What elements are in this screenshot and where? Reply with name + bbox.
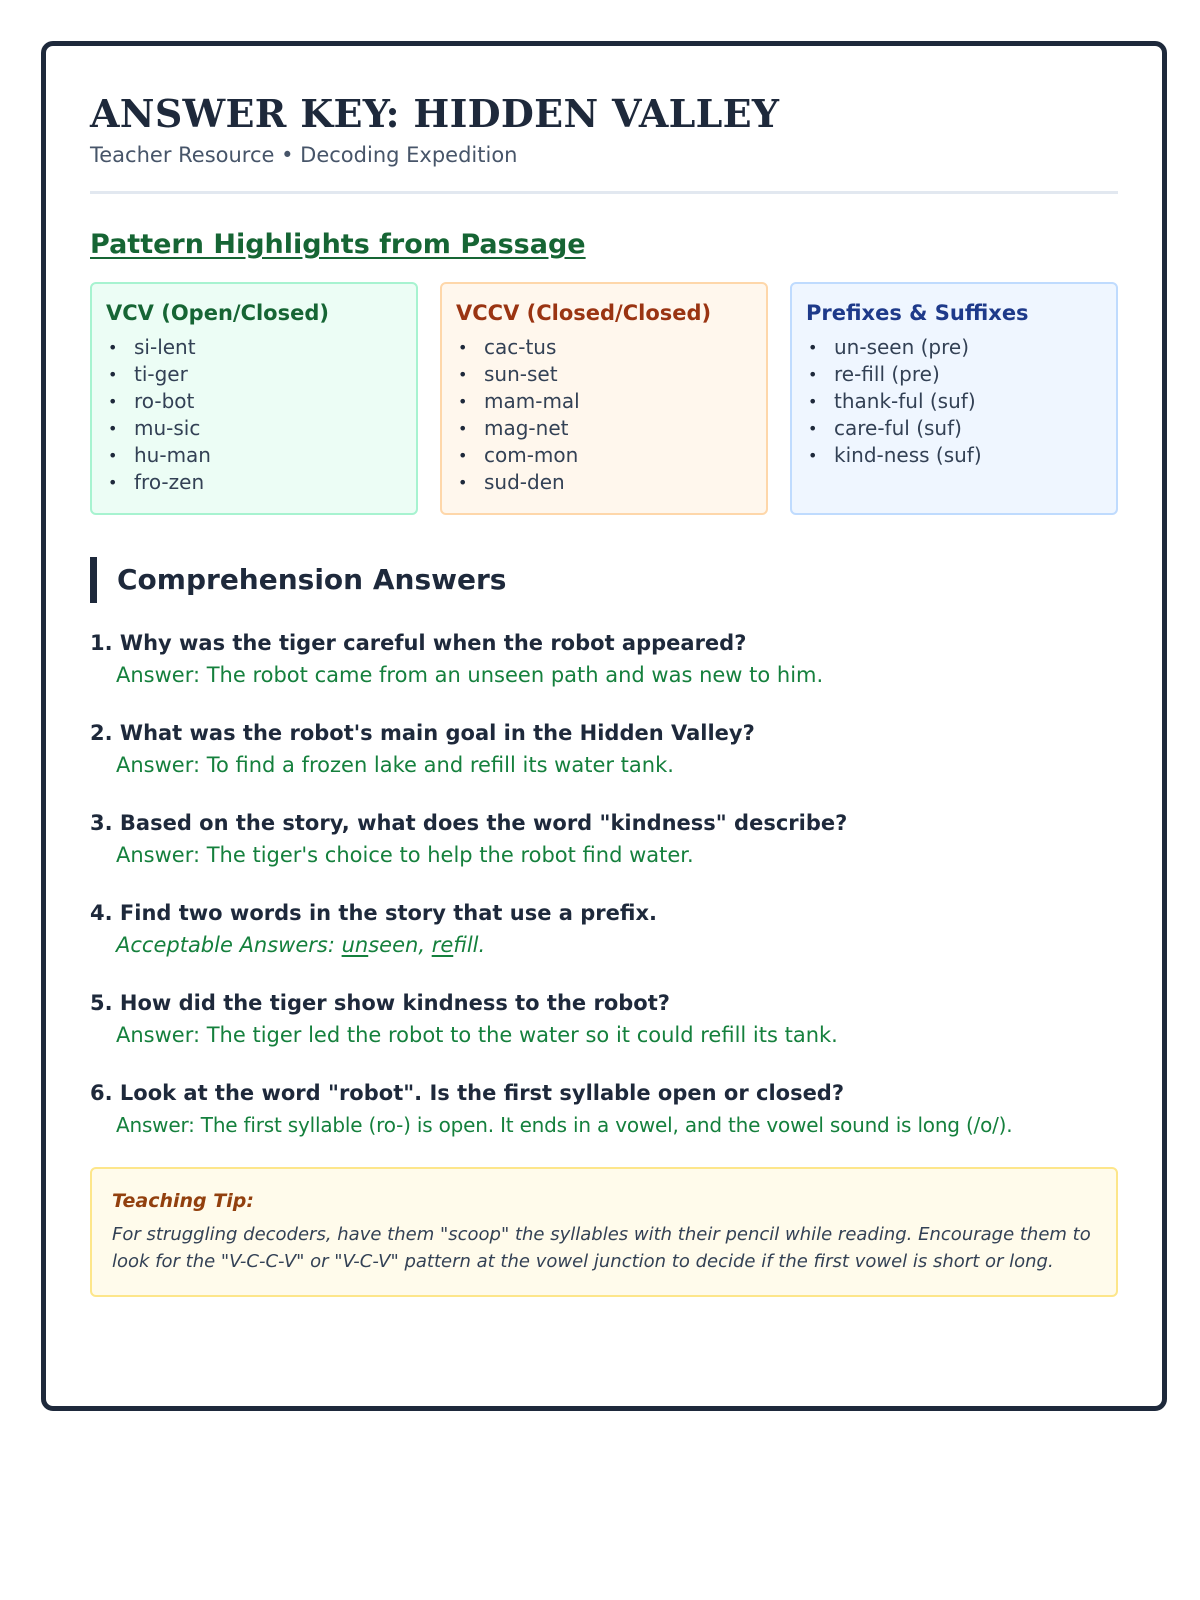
list-item — [106, 361, 402, 388]
list-item — [806, 334, 1102, 361]
list-item-text: si-lent — [134, 335, 196, 359]
bullet-icon: • — [458, 392, 468, 411]
question-item — [90, 807, 1118, 871]
question-item — [90, 627, 1118, 691]
list-item-text: ti-ger — [134, 362, 188, 386]
question-item — [90, 987, 1118, 1051]
bullet-icon: • — [458, 473, 468, 492]
bullet-icon: • — [458, 365, 468, 384]
pattern-cards — [90, 282, 1118, 515]
bullet-icon: • — [808, 419, 818, 438]
answer-text: Answer: The robot came from an unseen path and was new to him. — [116, 663, 824, 687]
page-title: ANSWER KEY: HIDDEN VALLEY — [90, 91, 780, 136]
list-item-text: cac-tus — [484, 335, 557, 359]
list-item — [106, 334, 402, 361]
bullet-icon: • — [808, 365, 818, 384]
word-remainder: fill — [453, 933, 479, 957]
bullet-icon: • — [108, 473, 118, 492]
list-item — [456, 361, 752, 388]
question-item — [90, 717, 1118, 781]
list-item-text: mu-sic — [134, 416, 201, 440]
list-item — [456, 334, 752, 361]
page-subtitle: Teacher Resource • Decoding Expedition — [90, 143, 518, 167]
answer-text — [90, 929, 1118, 961]
comprehension-heading: Comprehension Answers — [90, 557, 1118, 603]
vcv-word-list — [106, 334, 402, 496]
list-item — [106, 469, 402, 496]
question-text: 1. Why was the tiger careful when the robot appeared? — [90, 631, 747, 655]
word-remainder: seen — [368, 933, 419, 957]
list-item-text: hu-man — [134, 443, 211, 467]
vcv-card-title: VCV (Open/Closed) — [106, 301, 329, 325]
bullet-icon: • — [808, 338, 818, 357]
answer-text: Answer: The tiger's choice to help the robot find water. — [116, 843, 694, 867]
list-item — [806, 442, 1102, 469]
list-item — [106, 442, 402, 469]
question-text: 2. What was the robot's main goal in the Hidden Valley? — [90, 721, 755, 745]
answer-text: Answer: To find a frozen lake and refill its water tank. — [116, 753, 674, 777]
list-item-text: fro-zen — [134, 470, 205, 494]
prefix-suffix-card — [790, 282, 1118, 515]
answer-label: Acceptable Answers: — [116, 933, 342, 957]
list-item — [106, 388, 402, 415]
list-item — [456, 469, 752, 496]
prefix-suffix-card-title: Prefixes & Suffixes — [806, 301, 1029, 325]
bullet-icon: • — [108, 338, 118, 357]
list-item — [806, 361, 1102, 388]
list-item-text: un-seen (pre) — [834, 335, 970, 359]
list-item — [456, 415, 752, 442]
question-list — [90, 627, 1118, 1141]
answer-text: Answer: The first syllable (ro-) is open. It ends in a vowel, and the vowel sound is long (/o/). — [116, 1113, 1013, 1137]
list-item — [456, 388, 752, 415]
prefix-underline: re — [431, 933, 454, 957]
teaching-tip-label: Teaching Tip: — [112, 1190, 254, 1212]
answer-end: . — [478, 933, 486, 957]
list-item-text: care-ful (suf) — [834, 416, 962, 440]
prefix-underline: un — [341, 933, 369, 957]
list-item-text: mam-mal — [484, 389, 580, 413]
answer-separator: , — [418, 933, 432, 957]
list-item — [106, 415, 402, 442]
vccv-card — [440, 282, 768, 515]
list-item-text: com-mon — [484, 443, 579, 467]
pattern-highlights-heading: Pattern Highlights from Passage — [90, 229, 586, 260]
vccv-card-title: VCCV (Closed/Closed) — [456, 301, 712, 325]
header-divider — [90, 191, 1118, 194]
list-item — [806, 415, 1102, 442]
question-text: 5. How did the tiger show kindness to the robot? — [90, 991, 670, 1015]
bullet-icon: • — [458, 419, 468, 438]
question-text: 3. Based on the story, what does the word "kindness" describe? — [90, 811, 848, 835]
question-item — [90, 897, 1118, 961]
bullet-icon: • — [458, 446, 468, 465]
question-text: 6. Look at the word "robot". Is the first syllable open or closed? — [90, 1081, 845, 1105]
question-item — [90, 1077, 1118, 1141]
list-item — [806, 388, 1102, 415]
teaching-tip-box — [90, 1167, 1118, 1297]
bullet-icon: • — [108, 392, 118, 411]
teaching-tip-text: For struggling decoders, have them "scoop" the syllables with their pencil while reading. Encourage them to look for the "V-C-C-V" or "V-C-V" pattern at the vowel junction to decide if the first vowel is short or long. — [112, 1224, 1091, 1272]
list-item-text: mag-net — [484, 416, 569, 440]
list-item-text: thank-ful (suf) — [834, 389, 976, 413]
prefix-suffix-word-list — [806, 334, 1102, 469]
list-item-text: kind-ness (suf) — [834, 443, 982, 467]
list-item-text: re-fill (pre) — [834, 362, 940, 386]
bullet-icon: • — [108, 365, 118, 384]
question-text: 4. Find two words in the story that use a prefix. — [90, 901, 657, 925]
vccv-word-list — [456, 334, 752, 496]
bullet-icon: • — [108, 446, 118, 465]
answer-text: Answer: The tiger led the robot to the water so it could refill its tank. — [116, 1023, 838, 1047]
bullet-icon: • — [808, 392, 818, 411]
list-item-text: sud-den — [484, 470, 565, 494]
list-item-text: sun-set — [484, 362, 558, 386]
answer-key-sheet — [41, 41, 1167, 1411]
bullet-icon: • — [808, 446, 818, 465]
vcv-card — [90, 282, 418, 515]
list-item — [456, 442, 752, 469]
bullet-icon: • — [108, 419, 118, 438]
bullet-icon: • — [458, 338, 468, 357]
list-item-text: ro-bot — [134, 389, 195, 413]
